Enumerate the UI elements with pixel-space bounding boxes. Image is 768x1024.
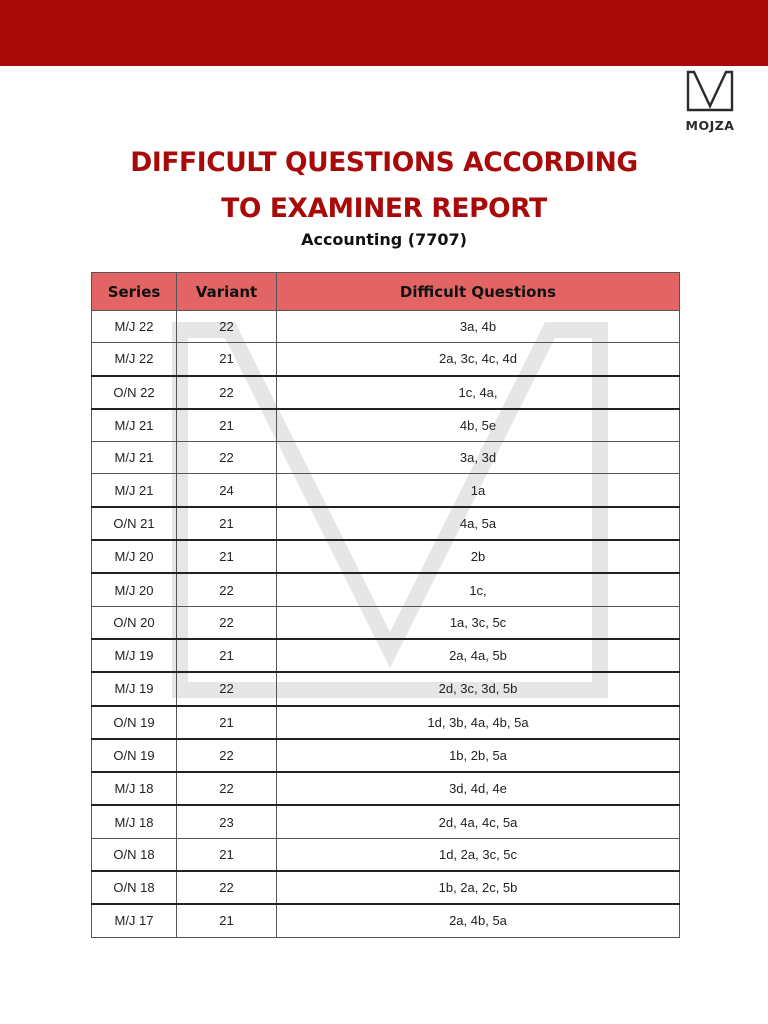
- cell-variant: 22: [177, 376, 277, 409]
- cell-series: O/N 18: [92, 838, 177, 871]
- cell-variant: 21: [177, 343, 277, 376]
- page-subtitle: Accounting (7707): [301, 230, 467, 249]
- cell-difficult-questions: 1d, 3b, 4a, 4b, 5a: [277, 706, 680, 739]
- mojza-logo-icon: [686, 70, 734, 112]
- cell-series: O/N 19: [92, 739, 177, 772]
- table-row: [92, 739, 680, 772]
- cell-difficult-questions: 2d, 3c, 3d, 5b: [277, 672, 680, 705]
- table-row: [92, 706, 680, 739]
- cell-variant: 22: [177, 311, 277, 343]
- cell-series: O/N 19: [92, 706, 177, 739]
- cell-variant: 24: [177, 474, 277, 507]
- page-title-line-1: DIFFICULT QUESTIONS ACCORDING: [130, 147, 638, 178]
- cell-series: M/J 22: [92, 343, 177, 376]
- cell-difficult-questions: 1a: [277, 474, 680, 507]
- cell-series: M/J 20: [92, 540, 177, 573]
- table-row: [92, 871, 680, 904]
- cell-variant: 21: [177, 706, 277, 739]
- header-band: [0, 0, 768, 66]
- cell-difficult-questions: 3a, 4b: [277, 311, 680, 343]
- cell-variant: 21: [177, 639, 277, 672]
- table-row: [92, 772, 680, 805]
- cell-variant: 21: [177, 904, 277, 937]
- cell-difficult-questions: 2a, 4b, 5a: [277, 904, 680, 937]
- cell-difficult-questions: 3d, 4d, 4e: [277, 772, 680, 805]
- header-difficult-questions: Difficult Questions: [277, 273, 680, 311]
- cell-variant: 22: [177, 871, 277, 904]
- brand-logo: [680, 70, 740, 133]
- table-row: [92, 442, 680, 474]
- cell-variant: 23: [177, 805, 277, 838]
- cell-difficult-questions: 1a, 3c, 5c: [277, 606, 680, 639]
- header-series: Series: [92, 273, 177, 311]
- cell-series: M/J 18: [92, 805, 177, 838]
- cell-difficult-questions: 2a, 3c, 4c, 4d: [277, 343, 680, 376]
- cell-difficult-questions: 2d, 4a, 4c, 5a: [277, 805, 680, 838]
- cell-variant: 22: [177, 739, 277, 772]
- cell-series: O/N 18: [92, 871, 177, 904]
- cell-difficult-questions: 3a, 3d: [277, 442, 680, 474]
- brand-name: MOJZA: [685, 118, 735, 133]
- cell-difficult-questions: 1b, 2b, 5a: [277, 739, 680, 772]
- table-row: [92, 606, 680, 639]
- page-title-line-2: TO EXAMINER REPORT: [221, 193, 547, 224]
- cell-variant: 22: [177, 672, 277, 705]
- cell-variant: 22: [177, 772, 277, 805]
- cell-series: O/N 20: [92, 606, 177, 639]
- cell-difficult-questions: 2a, 4a, 5b: [277, 639, 680, 672]
- cell-series: M/J 21: [92, 474, 177, 507]
- cell-series: O/N 22: [92, 376, 177, 409]
- cell-variant: 22: [177, 573, 277, 606]
- difficult-questions-table: [91, 272, 680, 938]
- cell-difficult-questions: 1b, 2a, 2c, 5b: [277, 871, 680, 904]
- table-row: [92, 311, 680, 343]
- table-row: [92, 639, 680, 672]
- cell-variant: 21: [177, 540, 277, 573]
- cell-variant: 22: [177, 442, 277, 474]
- table-row: [92, 904, 680, 937]
- table-row: [92, 540, 680, 573]
- header-variant: Variant: [177, 273, 277, 311]
- cell-variant: 21: [177, 409, 277, 442]
- cell-variant: 21: [177, 507, 277, 540]
- page-title: [0, 140, 768, 232]
- cell-difficult-questions: 2b: [277, 540, 680, 573]
- table-row: [92, 838, 680, 871]
- cell-series: M/J 17: [92, 904, 177, 937]
- table-row: [92, 409, 680, 442]
- cell-series: M/J 19: [92, 639, 177, 672]
- cell-difficult-questions: 1c, 4a,: [277, 376, 680, 409]
- cell-series: O/N 21: [92, 507, 177, 540]
- cell-difficult-questions: 1d, 2a, 3c, 5c: [277, 838, 680, 871]
- cell-series: M/J 18: [92, 772, 177, 805]
- table-row: [92, 573, 680, 606]
- cell-variant: 22: [177, 606, 277, 639]
- table-row: [92, 343, 680, 376]
- table-row: [92, 507, 680, 540]
- cell-difficult-questions: 4b, 5e: [277, 409, 680, 442]
- cell-series: M/J 22: [92, 311, 177, 343]
- table-header-row: [92, 273, 680, 311]
- table-row: [92, 672, 680, 705]
- cell-series: M/J 20: [92, 573, 177, 606]
- table-row: [92, 474, 680, 507]
- cell-series: M/J 21: [92, 409, 177, 442]
- cell-difficult-questions: 4a, 5a: [277, 507, 680, 540]
- cell-series: M/J 19: [92, 672, 177, 705]
- cell-difficult-questions: 1c,: [277, 573, 680, 606]
- table-row: [92, 805, 680, 838]
- table-row: [92, 376, 680, 409]
- cell-variant: 21: [177, 838, 277, 871]
- cell-series: M/J 21: [92, 442, 177, 474]
